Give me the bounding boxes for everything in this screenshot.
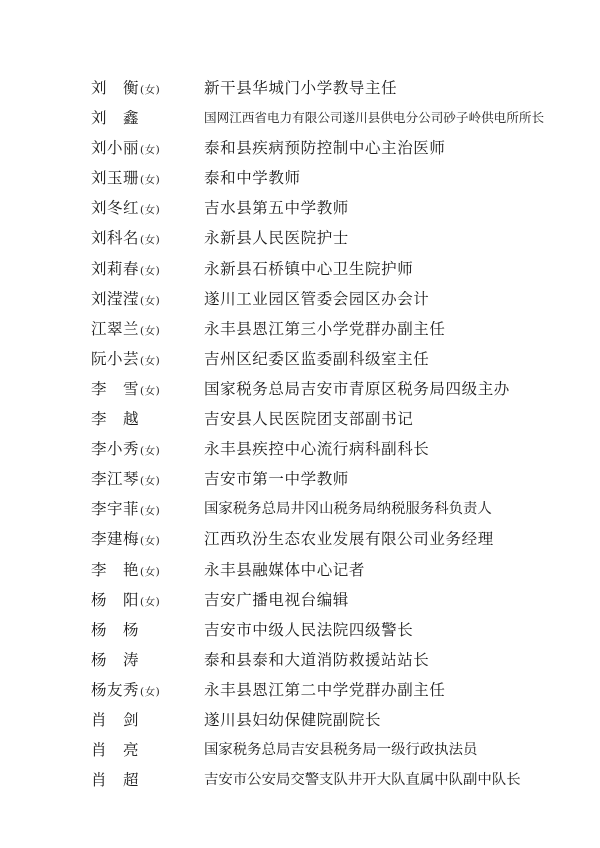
list-item	[0, 524, 600, 554]
person-name: 杨友秀(女)	[91, 680, 161, 699]
list-item	[0, 73, 600, 103]
person-name: 李江琴(女)	[91, 470, 161, 489]
female-tag: (女)	[140, 264, 161, 277]
person-name: 肖 超	[91, 771, 140, 790]
list-item	[0, 555, 600, 585]
person-name: 李 艳(女)	[91, 560, 161, 579]
person-role: 国网江西省电力有限公司遂川县供电分公司砂子岭供电所所长	[204, 110, 545, 126]
person-role: 永丰县恩江第二中学党群办副主任	[204, 680, 446, 699]
person-role: 泰和县疾病预防控制中心主治医师	[204, 139, 446, 158]
person-role: 吉安市中级人民法院四级警长	[204, 620, 414, 639]
person-name: 刘小丽(女)	[91, 139, 161, 158]
list-item	[0, 735, 600, 765]
list-item	[0, 133, 600, 163]
female-tag: (女)	[140, 565, 161, 578]
list-item	[0, 223, 600, 253]
person-name: 刘莉春(女)	[91, 259, 161, 278]
person-role: 新干县华城门小学教导主任	[204, 79, 398, 97]
person-name: 刘 鑫	[91, 109, 140, 128]
person-name: 江翠兰(女)	[91, 319, 161, 338]
person-role: 吉安县人民医院团支部副书记	[204, 410, 414, 429]
person-role: 泰和中学教师	[204, 169, 301, 188]
list-item	[0, 615, 600, 645]
person-name: 刘冬红(女)	[91, 199, 161, 218]
person-role: 国家税务总局吉安县税务局一级行政执法员	[204, 742, 478, 759]
person-name: 李小秀(女)	[91, 440, 161, 459]
person-role: 国家税务总局井冈山税务局纳税服务科负责人	[204, 501, 492, 518]
female-tag: (女)	[140, 475, 161, 488]
person-name: 肖 剑	[91, 710, 140, 729]
female-tag: (女)	[140, 144, 161, 157]
person-name: 李 雪(女)	[91, 379, 161, 398]
female-tag: (女)	[140, 595, 161, 608]
female-tag: (女)	[140, 535, 161, 548]
person-role: 吉州区纪委区监委副科级室主任	[204, 349, 430, 368]
list-item	[0, 254, 600, 284]
female-tag: (女)	[140, 445, 161, 458]
female-tag: (女)	[140, 505, 161, 518]
person-role: 江西玖汾生态农业发展有限公司业务经理	[204, 530, 494, 549]
list-item	[0, 494, 600, 524]
person-name: 刘 衡(女)	[91, 79, 161, 97]
person-role: 吉安市公安局交警支队井开大队直属中队副中队长	[204, 772, 521, 789]
person-role: 永新县石桥镇中心卫生院护师	[204, 259, 414, 278]
person-name: 刘科名(女)	[91, 229, 161, 248]
person-role: 遂川工业园区管委会园区办会计	[204, 289, 430, 308]
list-item	[0, 344, 600, 374]
list-item	[0, 765, 600, 795]
list-item	[0, 163, 600, 193]
female-tag: (女)	[140, 384, 161, 397]
person-name: 肖 亮	[91, 741, 140, 760]
list-item	[0, 675, 600, 705]
list-item	[0, 284, 600, 314]
list-item	[0, 193, 600, 223]
list-item	[0, 434, 600, 464]
list-item	[0, 103, 600, 133]
person-name: 杨 涛	[91, 650, 140, 669]
list-item	[0, 464, 600, 494]
list-item	[0, 404, 600, 434]
female-tag: (女)	[140, 204, 161, 217]
list-item	[0, 314, 600, 344]
person-name: 阮小芸(女)	[91, 349, 161, 368]
list-item	[0, 705, 600, 735]
person-name: 李宇菲(女)	[91, 500, 161, 519]
female-tag: (女)	[140, 174, 161, 187]
female-tag: (女)	[140, 294, 161, 307]
person-name: 杨 阳(女)	[91, 590, 161, 609]
person-role: 吉安市第一中学教师	[204, 470, 349, 489]
person-name: 刘滢滢(女)	[91, 289, 161, 308]
person-role: 国家税务总局吉安市青原区税务局四级主办	[204, 379, 510, 398]
person-role: 吉安广播电视台编辑	[204, 590, 349, 609]
person-role: 泰和县泰和大道消防救援站站长	[204, 650, 430, 669]
person-name: 李 越	[91, 410, 140, 429]
person-name: 杨 杨	[91, 620, 140, 639]
person-role: 吉水县第五中学教师	[204, 199, 349, 218]
person-name: 刘玉珊(女)	[91, 169, 161, 188]
list-item	[0, 374, 600, 404]
female-tag: (女)	[140, 84, 161, 96]
honoree-list	[0, 73, 600, 795]
person-name: 李建梅(女)	[91, 530, 161, 549]
female-tag: (女)	[140, 354, 161, 367]
female-tag: (女)	[140, 234, 161, 247]
list-item	[0, 645, 600, 675]
list-item	[0, 585, 600, 615]
person-role: 永新县人民医院护士	[204, 229, 349, 248]
person-role: 永丰县疾控中心流行病科副科长	[204, 440, 430, 459]
female-tag: (女)	[140, 685, 161, 698]
person-role: 遂川县妇幼保健院副院长	[204, 710, 382, 729]
person-role: 永丰县恩江第三小学党群办副主任	[204, 319, 446, 338]
person-role: 永丰县融媒体中心记者	[204, 560, 366, 579]
female-tag: (女)	[140, 324, 161, 337]
